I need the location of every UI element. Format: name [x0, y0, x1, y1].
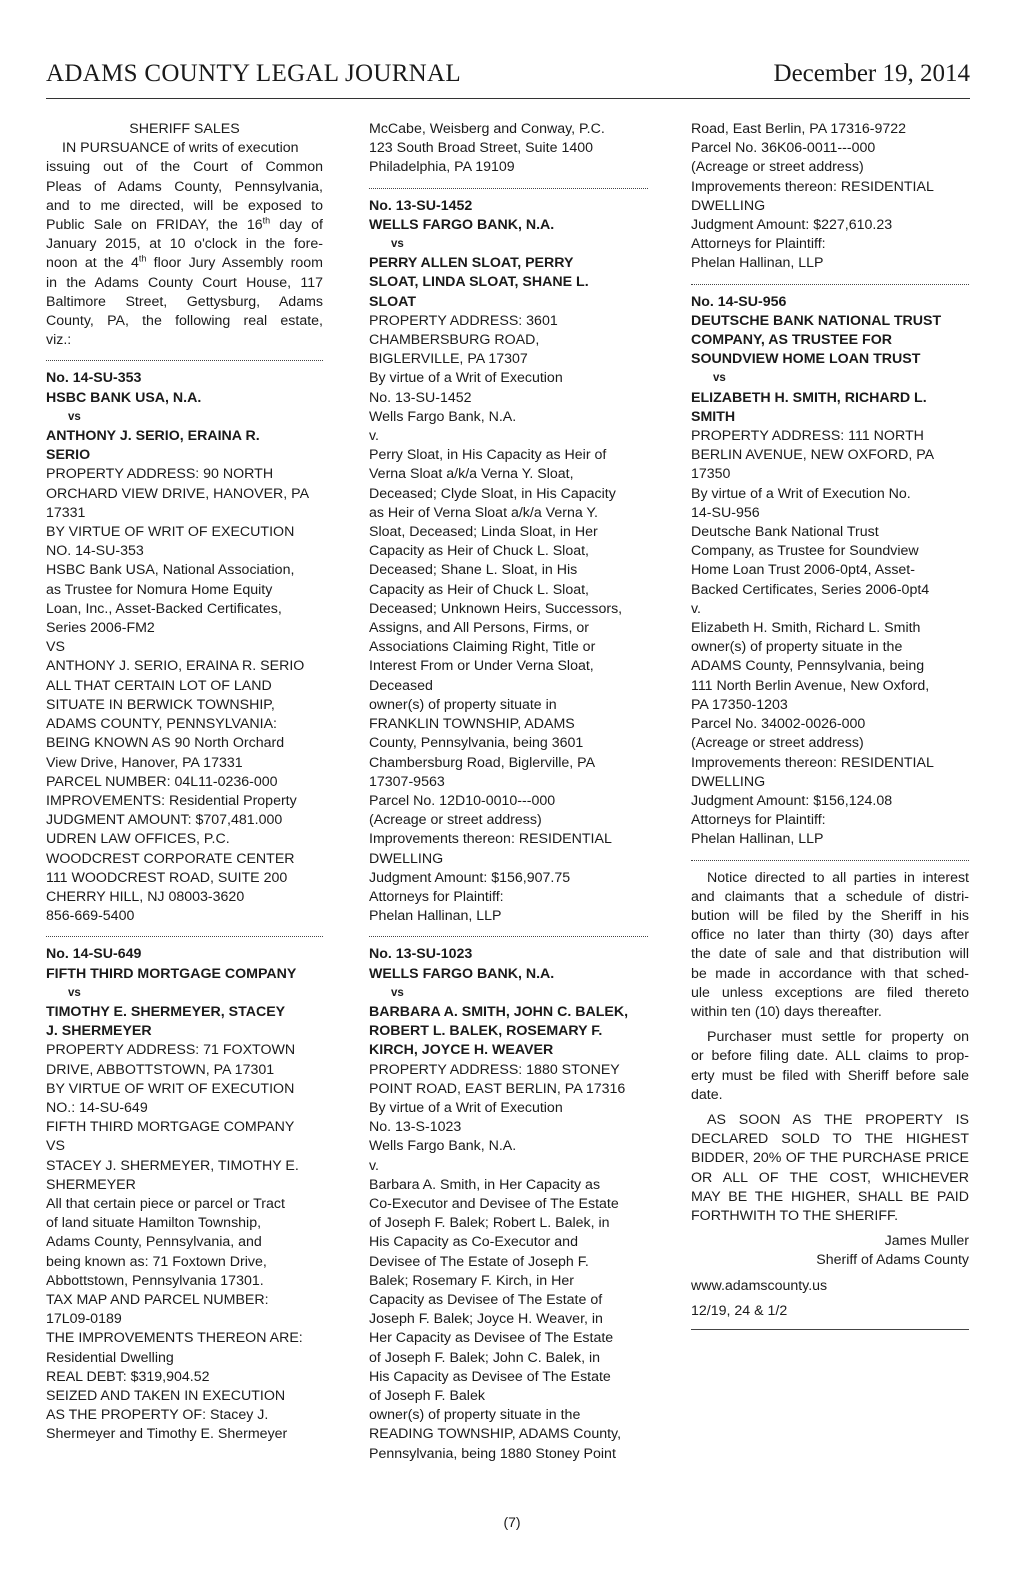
intro-line: County, PA, the following real estate,: [46, 313, 323, 330]
defendant-name: J. SHERMEYER: [46, 1023, 152, 1040]
distribution-notice: [691, 869, 969, 1023]
sale-listing: [46, 945, 323, 1444]
listing-line: PARCEL NUMBER: 04L11-0236-000: [46, 773, 278, 790]
listing-line: ANTHONY J. SERIO, ERAINA R. SERIO: [46, 658, 305, 675]
notice-line: FORTHWITH TO THE SHERIFF.: [691, 1207, 899, 1224]
listing-line: CHAMBERSBURG ROAD,: [369, 332, 540, 349]
listing-line: Joseph F. Balek; Joyce H. Weaver, in: [369, 1311, 603, 1328]
listing-line: ORCHARD VIEW DRIVE, HANOVER, PA: [46, 485, 310, 502]
notice-line: within ten (10) days thereafter.: [691, 1003, 882, 1020]
plaintiff-name: COMPANY, AS TRUSTEE FOR: [691, 332, 892, 349]
listing-line: Residential Dwelling: [46, 1349, 174, 1366]
listing-line: Perry Sloat, in His Capacity as Heir of: [369, 447, 607, 464]
listing-line: BY VIRTUE OF WRIT OF EXECUTION: [46, 524, 295, 541]
defendant-name: BARBARA A. SMITH, JOHN C. BALEK,: [369, 1003, 629, 1020]
listing-line: His Capacity as Devisee of The Estate: [369, 1368, 611, 1385]
sale-listing: [369, 945, 648, 1463]
listing-line: of Joseph F. Balek: [369, 1388, 485, 1404]
intro-line: January 2015, at 10 o'clock in the fore-: [46, 236, 323, 253]
defendant-name: ROBERT L. BALEK, ROSEMARY F.: [369, 1023, 603, 1040]
listing-line: Deceased; Shane L. Sloat, in His: [369, 562, 578, 579]
listing-line: UDREN LAW OFFICES, P.C.: [46, 831, 230, 848]
listing-line: Attorneys for Plaintiff:: [691, 812, 826, 829]
listing-line: READING TOWNSHIP, ADAMS County,: [369, 1426, 622, 1443]
listing-line: PA 17350-1203: [691, 696, 788, 713]
intro-line: Pleas of Adams County, Pennsylvania,: [46, 178, 323, 195]
listing-line: FIFTH THIRD MORTGAGE COMPANY: [46, 1119, 295, 1136]
listing-line: Capacity as Heir of Chuck L. Sloat,: [369, 581, 590, 598]
section-heading: SHERIFF SALES: [129, 121, 240, 137]
notice-line: Purchaser must settle for property on: [707, 1029, 969, 1046]
listing-line: BIGLERVILLE, PA 17307: [369, 351, 528, 368]
listing-line: PROPERTY ADDRESS: 1880 STONEY: [369, 1061, 620, 1078]
listing-line: VS: [46, 1138, 65, 1155]
listing-line: 17307-9563: [369, 773, 445, 790]
listing-line: Devisee of The Estate of Joseph F.: [369, 1253, 589, 1270]
listing-line: Series 2006-FM2: [46, 620, 155, 637]
column-1: [46, 120, 323, 1445]
divider: [46, 936, 323, 937]
listing-line: DWELLING: [369, 850, 444, 867]
defendant-name: ELIZABETH H. SMITH, RICHARD L.: [691, 389, 927, 406]
continued-line: Phelan Hallinan, LLP: [691, 255, 824, 272]
listing-line: Adams County, Pennsylvania, and: [46, 1234, 262, 1251]
listing-line: JUDGMENT AMOUNT: $707,481.000: [46, 812, 283, 829]
listing-line: Deceased: [369, 677, 433, 694]
listing-line: By virtue of a Writ of Execution: [369, 1099, 563, 1116]
intro-line: issuing out of the Court of Common: [46, 159, 323, 176]
listing-line: TAX MAP AND PARCEL NUMBER:: [46, 1291, 269, 1308]
signer-title: Sheriff of Adams County: [816, 1252, 969, 1269]
listing-line: Wells Fargo Bank, N.A.: [369, 408, 517, 425]
journal-title: ADAMS COUNTY LEGAL JOURNAL: [46, 60, 461, 87]
listing-line: of land situate Hamilton Township,: [46, 1215, 262, 1232]
listing-line: Capacity as Devisee of The Estate of: [369, 1291, 603, 1308]
intro-paragraph: [46, 139, 323, 350]
listing-line: Improvements thereon: RESIDENTIAL: [369, 831, 612, 848]
defendant-name: PERRY ALLEN SLOAT, PERRY: [369, 255, 574, 272]
listing-line: Parcel No. 12D10-0010---000: [369, 792, 556, 809]
listing-line: Pennsylvania, being 1880 Stoney Point: [369, 1445, 616, 1462]
continued-line: Attorneys for Plaintiff:: [691, 236, 826, 253]
listing-line: owner(s) of property situate in the: [369, 1407, 581, 1424]
listing-line: REAL DEBT: $319,904.52: [46, 1368, 210, 1385]
end-rule: [691, 1329, 969, 1330]
notice-line: ule unless exceptions are filed thereto: [691, 984, 969, 1001]
listing-line: DWELLING: [691, 773, 766, 790]
listing-line: Deceased; Unknown Heirs, Successors,: [369, 600, 623, 617]
notice-line: be made in accordance with that sched-: [691, 965, 969, 982]
listing-line: No. 13-S-1023: [369, 1119, 462, 1136]
listing-line: Verna Sloat a/k/a Verna Y. Sloat,: [369, 466, 574, 483]
versus-label: vs: [68, 986, 81, 999]
plaintiff-name: WELLS FARGO BANK, N.A.: [369, 965, 555, 982]
notice-line: and claimants that a schedule of distri-: [691, 888, 969, 905]
listing-line: No. 13-SU-1452: [369, 389, 472, 406]
divider: [691, 284, 969, 285]
listing-line: HSBC Bank USA, National Association,: [46, 562, 295, 579]
continued-line: (Acreage or street address): [691, 159, 864, 176]
plaintiff-name: DEUTSCHE BANK NATIONAL TRUST: [691, 312, 942, 329]
sale-listing: [46, 369, 323, 926]
issue-date: December 19, 2014: [773, 60, 970, 87]
listing-line: NO.: 14-SU-649: [46, 1099, 148, 1116]
listing-line: Phelan Hallinan, LLP: [691, 831, 824, 848]
listing-line: as Heir of Verna Sloat a/k/a Verna Y.: [369, 504, 598, 521]
versus-label: vs: [391, 986, 404, 999]
defendant-name: SMITH: [691, 408, 736, 425]
listing-line: owner(s) of property situate in the: [691, 639, 903, 656]
listing-line: FRANKLIN TOWNSHIP, ADAMS: [369, 716, 575, 733]
plaintiff-name: HSBC BANK USA, N.A.: [46, 389, 202, 406]
listing-line: Balek; Rosemary F. Kirch, in Her: [369, 1272, 574, 1289]
continued-line: McCabe, Weisberg and Conway, P.C.: [369, 121, 605, 137]
versus-label: vs: [713, 372, 726, 385]
listing-line: Backed Certificates, Series 2006-0pt4: [691, 581, 930, 598]
purchaser-notice: [691, 1028, 969, 1105]
notice-line: AS SOON AS THE PROPERTY IS: [707, 1111, 969, 1128]
versus-label: vs: [391, 238, 404, 251]
listing-line: SHERMEYER: [46, 1176, 136, 1193]
listing-line: BERLIN AVENUE, NEW OXFORD, PA: [691, 447, 935, 464]
plaintiff-name: SOUNDVIEW HOME LOAN TRUST: [691, 351, 921, 368]
listing-line: owner(s) of property situate in: [369, 696, 557, 713]
defendant-name: ANTHONY J. SERIO, ERAINA R.: [46, 428, 260, 445]
continued-line: Parcel No. 36K06-0011---000: [691, 140, 876, 157]
listing-line: View Drive, Hanover, PA 17331: [46, 754, 243, 771]
listing-line: SITUATE IN BERWICK TOWNSHIP,: [46, 696, 275, 713]
listing-line: Assigns, and All Persons, Firms, or: [369, 620, 589, 637]
listing-line: 17350: [691, 466, 731, 483]
plaintiff-name: WELLS FARGO BANK, N.A.: [369, 216, 555, 233]
website: www.adamscounty.us: [691, 1277, 828, 1294]
listing-line: Deceased; Clyde Sloat, in His Capacity: [369, 485, 616, 502]
listing-line: 17331: [46, 504, 86, 521]
notice-line: OR ALL OF THE COST, WHICHEVER: [691, 1169, 969, 1186]
listing-line: Attorneys for Plaintiff:: [369, 888, 504, 905]
listing-line: THE IMPROVEMENTS THEREON ARE:: [46, 1330, 303, 1347]
listing-line: NO. 14-SU-353: [46, 543, 144, 560]
versus-label: vs: [68, 410, 81, 423]
listing-line: Loan, Inc., Asset-Backed Certificates,: [46, 600, 282, 617]
masthead: [46, 58, 970, 99]
listing-line: PROPERTY ADDRESS: 90 NORTH: [46, 466, 274, 483]
intro-line: IN PURSUANCE of writs of execution: [62, 140, 299, 157]
sale-listing: [691, 293, 969, 850]
run-dates: 12/19, 24 & 1/2: [691, 1302, 788, 1319]
listing-line: AS THE PROPERTY OF: Stacey J.: [46, 1407, 269, 1424]
continued-line: Improvements thereon: RESIDENTIAL: [691, 178, 934, 195]
notice-line: DECLARED SOLD TO THE HIGHEST: [691, 1131, 969, 1148]
listing-line: 111 WOODCREST ROAD, SUITE 200: [46, 869, 288, 886]
column-2: [369, 120, 648, 1464]
listing-line: Elizabeth H. Smith, Richard L. Smith: [691, 620, 921, 637]
listing-line: 17L09-0189: [46, 1311, 122, 1328]
listing-line: DRIVE, ABBOTTSTOWN, PA 17301: [46, 1061, 275, 1078]
divider: [46, 360, 323, 361]
case-number: No. 13-SU-1023: [369, 946, 473, 963]
listing-line: Interest From or Under Verna Sloat,: [369, 658, 594, 675]
notice-line: bution will be filed by the Sheriff in his: [691, 907, 969, 924]
page-number: (7): [503, 1514, 521, 1530]
defendant-name: SERIO: [46, 447, 91, 464]
listing-line: BEING KNOWN AS 90 North Orchard: [46, 735, 285, 752]
listing-line: Sloat, Deceased; Linda Sloat, in Her: [369, 524, 598, 541]
intro-line: viz.:: [46, 332, 72, 349]
divider: [369, 936, 648, 937]
signer-name: James Muller: [884, 1233, 969, 1250]
listing-line: BY VIRTUE OF WRIT OF EXECUTION: [46, 1080, 295, 1097]
case-number: No. 13-SU-1452: [369, 197, 473, 214]
listing-line: (Acreage or street address): [691, 735, 864, 752]
listing-line: Co-Executor and Devisee of The Estate: [369, 1195, 619, 1212]
listing-line: Associations Claiming Right, Title or: [369, 639, 596, 656]
listing-line: By virtue of a Writ of Execution: [369, 370, 563, 387]
listing-line: Chambersburg Road, Biglerville, PA: [369, 754, 596, 771]
listing-line: PROPERTY ADDRESS: 3601: [369, 312, 558, 329]
listing-line: 856-669-5400: [46, 908, 135, 925]
intro-line: Public Sale on FRIDAY, the 16th day of: [46, 215, 323, 234]
case-number: No. 14-SU-649: [46, 946, 142, 963]
listing-line: v.: [691, 600, 701, 617]
notice-line: Notice directed to all parties in interest: [707, 869, 969, 886]
listing-line: By virtue of a Writ of Execution No.: [691, 485, 911, 502]
intro-line: and to me directed, will be exposed to: [46, 197, 323, 214]
defendant-name: SLOAT: [369, 293, 417, 310]
notice-line: erty must be filed with Sheriff before sale: [691, 1067, 969, 1084]
continued-line: Philadelphia, PA 19109: [369, 159, 515, 176]
intro-line: in the Adams County Court House, 117: [46, 274, 323, 291]
intro-line: Baltimore Street, Gettysburg, Adams: [46, 293, 323, 310]
listing-line: Abbottstown, Pennsylvania 17301.: [46, 1272, 264, 1289]
listing-line: of Joseph F. Balek; Robert L. Balek, in: [369, 1215, 610, 1232]
listing-line: Judgment Amount: $156,907.75: [369, 869, 571, 886]
listing-line: Parcel No. 34002-0026-000: [691, 716, 866, 733]
notice-line: date.: [691, 1086, 723, 1103]
intro-line: noon at the 4th floor Jury Assembly room: [46, 253, 323, 272]
listing-line: being known as: 71 Foxtown Drive,: [46, 1253, 267, 1270]
case-number: No. 14-SU-956: [691, 293, 787, 310]
divider: [369, 188, 648, 189]
listing-line: ADAMS County, Pennsylvania, being: [691, 658, 925, 675]
listing-line: Phelan Hallinan, LLP: [369, 908, 502, 925]
listing-line: Wells Fargo Bank, N.A.: [369, 1138, 517, 1155]
sale-listing: [369, 197, 648, 927]
listing-line: (Acreage or street address): [369, 812, 542, 829]
continued-line: DWELLING: [691, 197, 766, 214]
listing-line: as Trustee for Nomura Home Equity: [46, 581, 273, 598]
listing-line: IMPROVEMENTS: Residential Property: [46, 792, 297, 809]
listing-line: All that certain piece or parcel or Tract: [46, 1195, 285, 1212]
divider: [691, 860, 969, 861]
plaintiff-name: FIFTH THIRD MORTGAGE COMPANY: [46, 965, 297, 982]
listing-line: 14-SU-956: [691, 504, 760, 521]
column-3: [691, 120, 969, 1338]
listing-line: STACEY J. SHERMEYER, TIMOTHY E.: [46, 1157, 299, 1174]
listing-line: County, Pennsylvania, being 3601: [369, 735, 584, 752]
notice-line: office no later than thirty (30) days after: [691, 927, 969, 944]
listing-line: ADAMS COUNTY, PENNSYLVANIA:: [46, 716, 277, 733]
listing-line: Barbara A. Smith, in Her Capacity as: [369, 1176, 601, 1193]
listing-line: Company, as Trustee for Soundview: [691, 543, 919, 560]
defendant-name: SLOAT, LINDA SLOAT, SHANE L.: [369, 274, 589, 291]
listing-line: v.: [369, 1157, 379, 1174]
listing-line: Judgment Amount: $156,124.08: [691, 792, 893, 809]
listing-line: SEIZED AND TAKEN IN EXECUTION: [46, 1388, 286, 1404]
defendant-name: KIRCH, JOYCE H. WEAVER: [369, 1042, 554, 1059]
listing-line: PROPERTY ADDRESS: 71 FOXTOWN: [46, 1042, 296, 1059]
listing-line: His Capacity as Co-Executor and: [369, 1234, 578, 1251]
notice-line: the date of sale and that distribution will: [691, 946, 969, 963]
case-number: No. 14-SU-353: [46, 370, 142, 387]
listing-line: POINT ROAD, EAST BERLIN, PA 17316: [369, 1080, 626, 1097]
notice-line: or before filing date. ALL claims to prop-: [691, 1048, 969, 1065]
listing-line: Home Loan Trust 2006-0pt4, Asset-: [691, 562, 915, 579]
listing-line: Improvements thereon: RESIDENTIAL: [691, 754, 934, 771]
listing-line: Shermeyer and Timothy E. Shermeyer: [46, 1426, 288, 1443]
continued-line: Judgment Amount: $227,610.23: [691, 217, 893, 234]
listing-line: Capacity as Heir of Chuck L. Sloat,: [369, 543, 590, 560]
continued-line: Road, East Berlin, PA 17316-9722: [691, 121, 907, 137]
listing-line: WOODCREST CORPORATE CENTER: [46, 850, 295, 867]
listing-line: VS: [46, 639, 65, 656]
listing-line: CHERRY HILL, NJ 08003-3620: [46, 888, 245, 905]
defendant-name: TIMOTHY E. SHERMEYER, STACEY: [46, 1003, 286, 1020]
payment-notice: [691, 1111, 969, 1226]
notice-line: BIDDER, 20% OF THE PURCHASE PRICE: [691, 1150, 969, 1167]
listing-line: PROPERTY ADDRESS: 111 NORTH: [691, 428, 924, 445]
continued-line: 123 South Broad Street, Suite 1400: [369, 140, 594, 157]
listing-line: 111 North Berlin Avenue, New Oxford,: [691, 677, 930, 694]
listing-line: Her Capacity as Devisee of The Estate: [369, 1330, 614, 1347]
listing-line: v.: [369, 428, 379, 445]
listing-line: Deutsche Bank National Trust: [691, 524, 879, 541]
notice-line: MAY BE THE HIGHER, SHALL BE PAID: [691, 1188, 969, 1205]
listing-line: ALL THAT CERTAIN LOT OF LAND: [46, 677, 272, 694]
listing-line: of Joseph F. Balek; John C. Balek, in: [369, 1349, 601, 1366]
